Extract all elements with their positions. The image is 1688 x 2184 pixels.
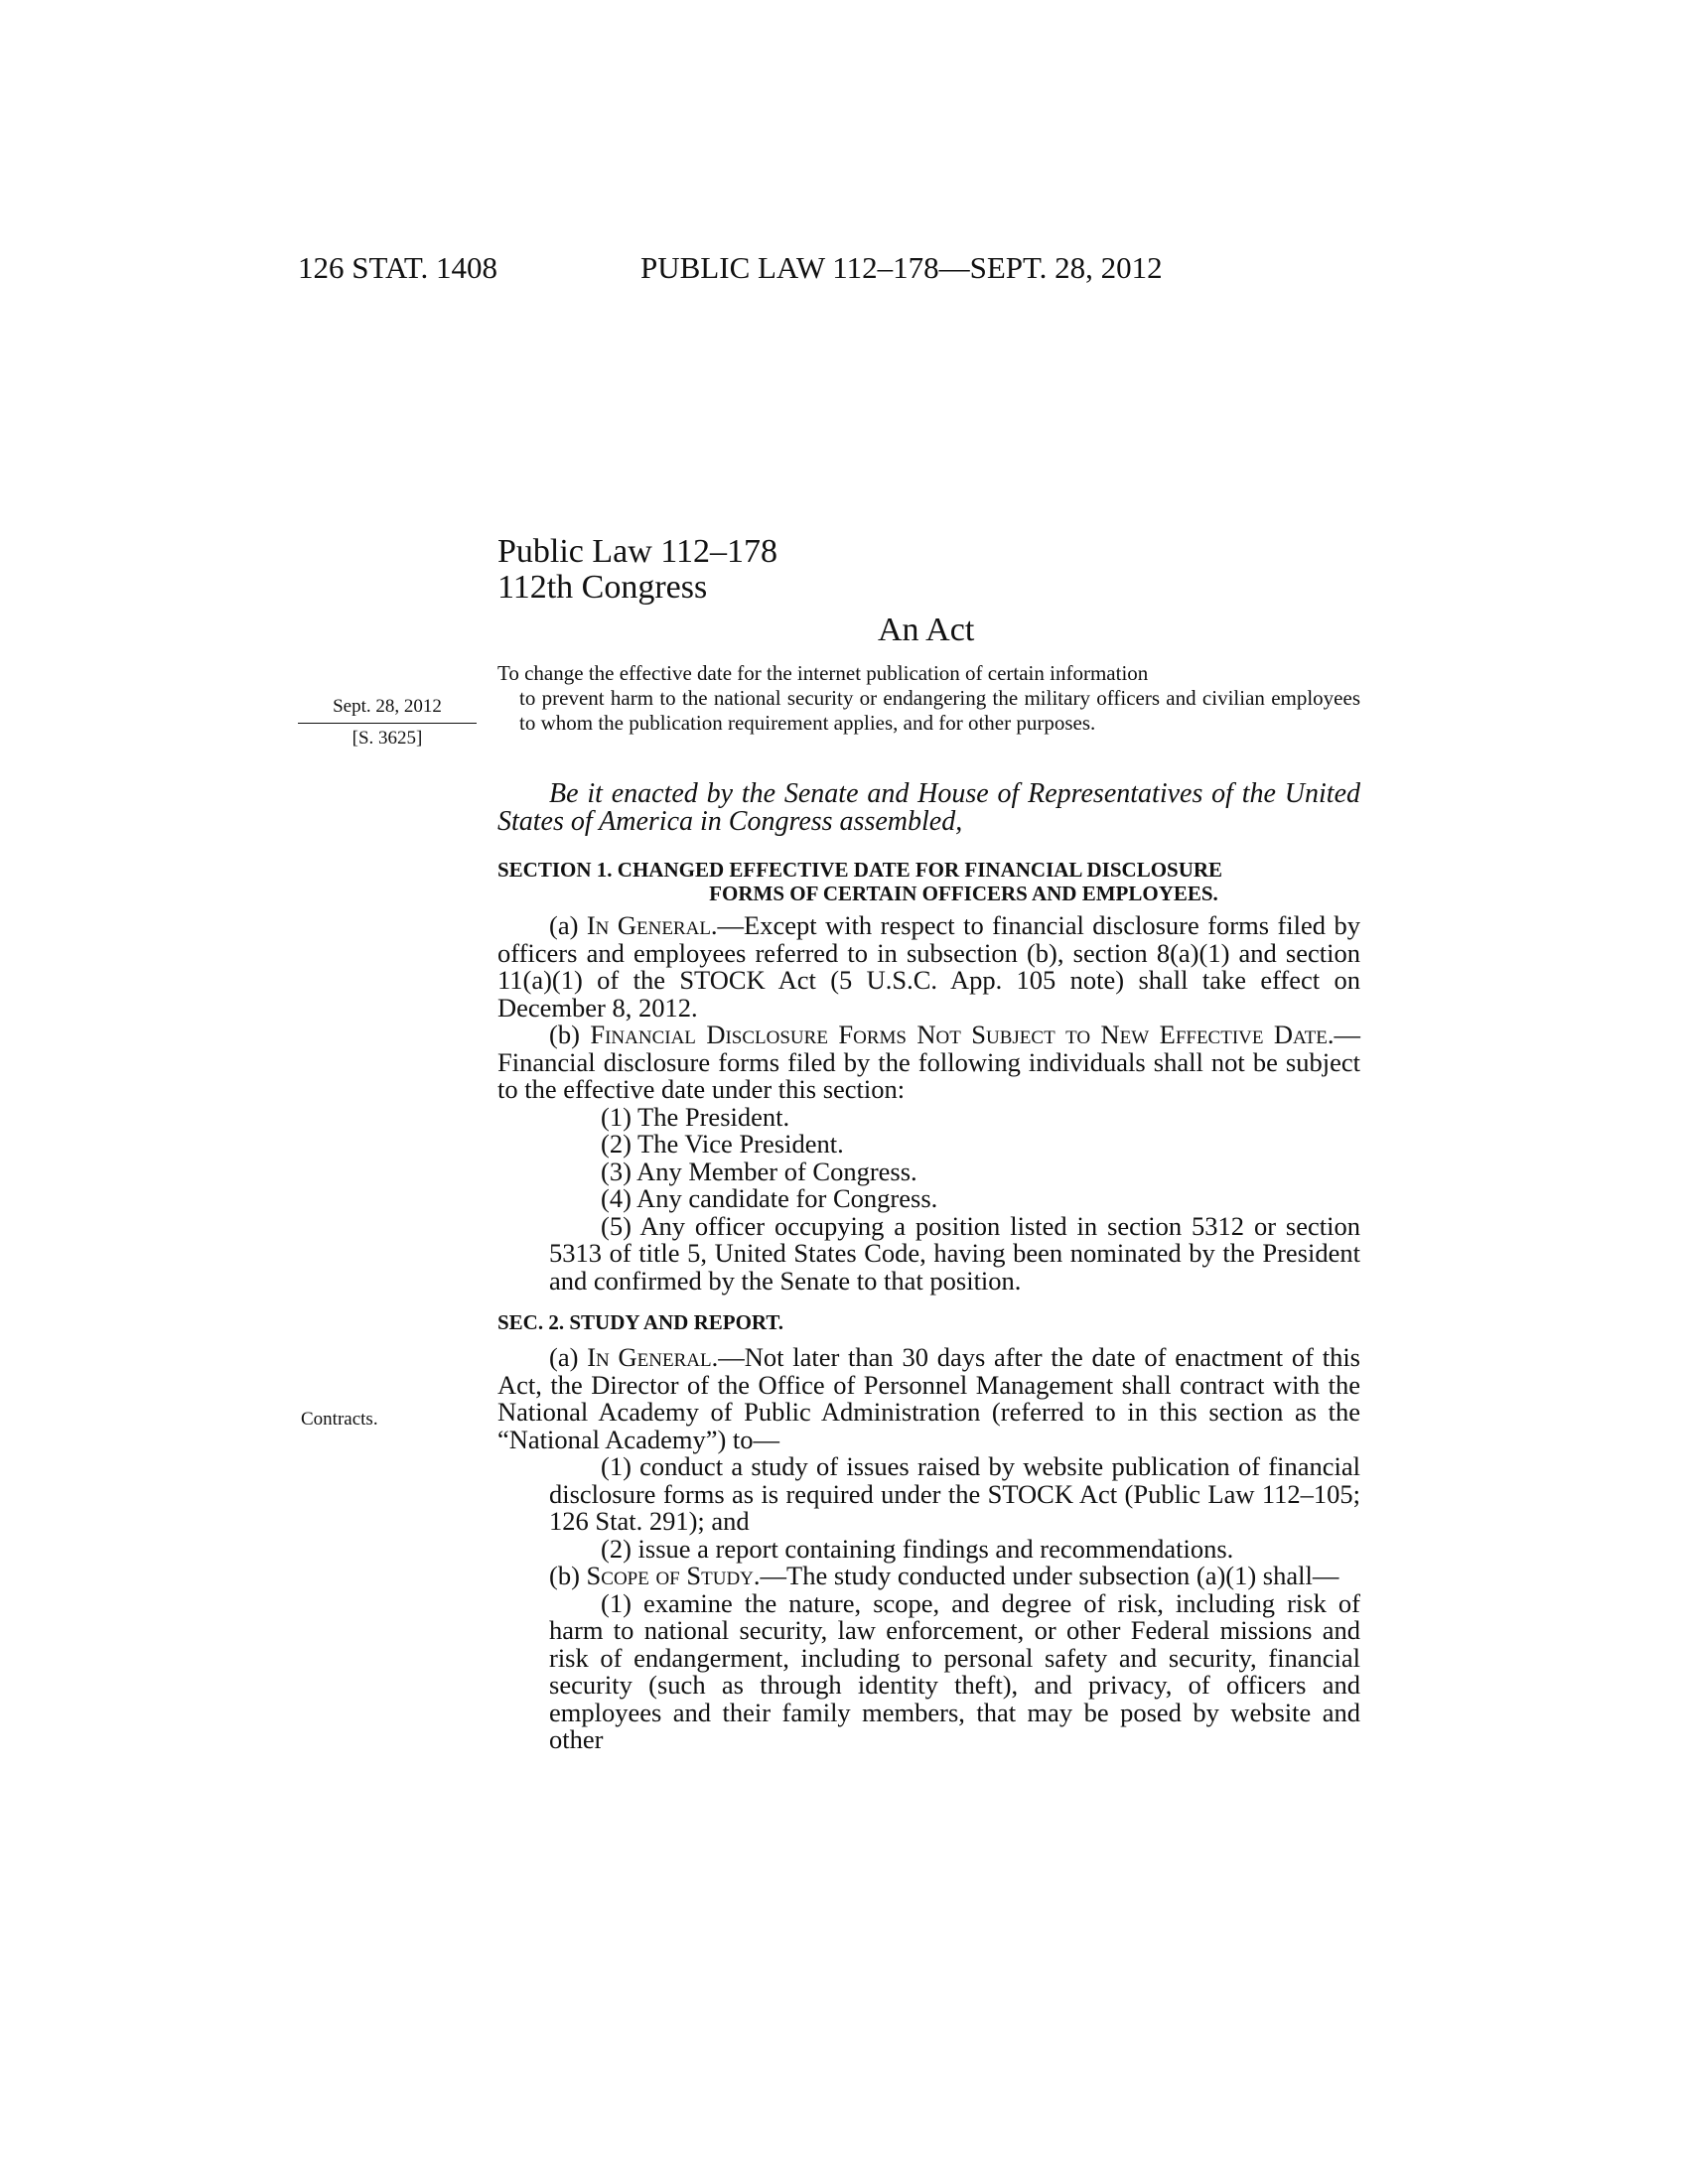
subsection-heading: Financial Disclosure Forms Not Subject to New Effective Date <box>590 1020 1328 1049</box>
bill-number: [S. 3625] <box>352 728 423 749</box>
section-1-heading-line1: SECTION 1. CHANGED EFFECTIVE DATE FOR FINANCIAL DISCLOSURE <box>497 858 1223 882</box>
list-item: (5) Any officer occupying a position listed in section 5312 or section 5313 of title 5, United States Code, having been nominated by the President and confirmed by the Senate to that position. <box>549 1210 1360 1296</box>
stat-page-number: 126 STAT. 1408 <box>298 250 498 285</box>
purpose-clause <box>497 661 1360 736</box>
subsection-heading: Scope of Study <box>586 1561 754 1590</box>
running-head <box>298 248 1370 288</box>
margin-note-contracts: Contracts. <box>301 1409 378 1430</box>
list-item: (4) Any candidate for Congress. <box>601 1183 938 1213</box>
subsection-enum: (a) <box>549 1342 588 1372</box>
running-title: PUBLIC LAW 112–178—SEPT. 28, 2012 <box>640 250 1163 285</box>
subsection-heading: In General <box>586 910 711 940</box>
subsection-enum: (b) <box>549 1561 587 1590</box>
subsection-enum: (b) <box>549 1020 591 1049</box>
section-2-subsection-b <box>497 1563 1360 1590</box>
section-1-heading <box>497 858 1360 905</box>
purpose-continuation: to prevent harm to the national security or endangering the military officers and civilian employees to whom the publication requirement applies, and for other purposes. <box>519 686 1360 735</box>
section-1-subsection-b <box>497 1022 1360 1104</box>
subsection-text: .—Financial disclosure forms filed by the following individuals shall not be subject to the effective date under this section: <box>497 1020 1361 1104</box>
subsection-text: .—Except with respect to financial disclosure forms filed by officers and employees referred to in subsection (b), section 8(a)(1) and section 11(a)(1) of the STOCK Act (5 U.S.C. App. 105 note) shall take effect on December 8, 2012. <box>497 910 1360 1023</box>
margin-rule <box>298 723 477 724</box>
purpose-first-line: To change the effective date for the internet publication of certain information <box>497 661 1149 685</box>
section-2-heading: SEC. 2. STUDY AND REPORT. <box>497 1310 784 1334</box>
list-item: (1) conduct a study of issues raised by website publication of financial disclosure forms as is required under the STOCK Act (Public Law 112–105; 126 Stat. 291); and <box>549 1451 1360 1536</box>
list-item: (2) The Vice President. <box>601 1129 844 1159</box>
section-1-subsection-a <box>497 912 1360 1022</box>
subsection-text: .—Not later than 30 days after the date of enactment of this Act, the Director of the Office of Personnel Management shall contract with the National Academy of Public Administration (referred to in this section as the “National Academy”) to— <box>497 1342 1360 1454</box>
public-law-number: Public Law 112–178 <box>497 533 778 570</box>
list-item: (3) Any Member of Congress. <box>601 1156 917 1186</box>
margin-note-dates <box>298 695 477 751</box>
act-body <box>497 780 1360 1754</box>
subsection-text: .—The study conducted under subsection (a)(1) shall— <box>753 1561 1339 1590</box>
congress-number: 112th Congress <box>497 569 708 606</box>
act-heading: An Act <box>878 612 975 648</box>
law-title-block <box>497 534 777 606</box>
section-1-heading-line2: FORMS OF CERTAIN OFFICERS AND EMPLOYEES. <box>709 882 1218 905</box>
list-item: (2) issue a report containing findings and recommendations. <box>601 1533 1234 1564</box>
section-2-subsection-a <box>497 1344 1360 1453</box>
subsection-enum: (a) <box>549 910 587 940</box>
enacting-clause: Be it enacted by the Senate and House of Representatives of the United States of America in Congress assembled, <box>497 778 1360 837</box>
list-item: (1) The President. <box>601 1101 790 1132</box>
subsection-heading: In General <box>587 1342 712 1372</box>
list-item: (1) examine the nature, scope, and degree of risk, including risk of harm to national security, law enforcement, or other Federal missions and risk of endangerment, including to personal safety and security, financial security (such as through identity theft), and privacy, of officers and employees and their family members, that may be posed by website and other <box>549 1587 1360 1754</box>
enactment-date: Sept. 28, 2012 <box>333 696 442 717</box>
